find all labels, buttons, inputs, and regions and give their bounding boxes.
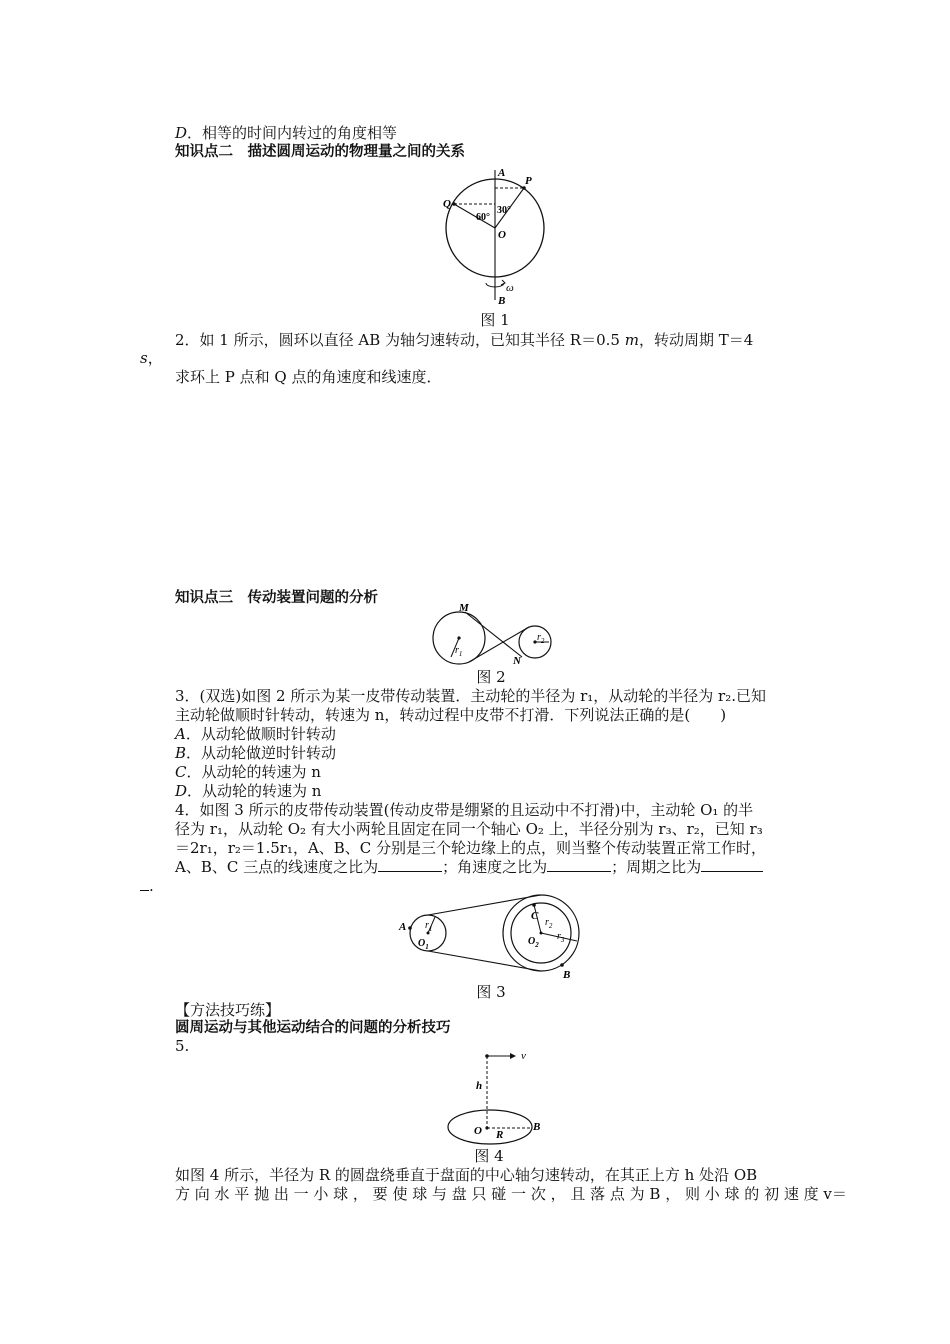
option-letter: D	[175, 782, 188, 800]
question-3-line-1: 3．(双选)如图 2 所示为某一皮带传动装置．主动轮的半径为 r₁，从动轮的半径为 r₂.已知	[175, 687, 767, 705]
question-5-number: 5.	[175, 1037, 190, 1055]
question-4-line-4	[175, 857, 763, 877]
question-4-line-5	[140, 876, 154, 896]
option-text: ．从动轮做逆时针转动	[186, 744, 337, 762]
option-letter: D	[175, 124, 188, 142]
label-m: M	[459, 602, 469, 614]
q4-end: .	[149, 877, 154, 895]
label-r1: $r_1$	[455, 645, 463, 658]
q3-option-b	[175, 743, 336, 763]
question-2-line-2: 求环上 P 点和 Q 点的角速度和线速度．	[175, 368, 442, 386]
label-b: B	[563, 969, 571, 981]
point-b	[560, 963, 564, 967]
question-3-line-2: 主动轮做顺时针转动，转速为 n，转动过程中皮带不打滑．下列说法正确的是( )	[175, 706, 727, 724]
section-heading-3: 知识点三 传动装置问题的分析	[175, 590, 378, 606]
point-q	[452, 202, 456, 206]
question-4-line-2: 径为 r₁，从动轮 O₂ 有大小两轮且固定在同一个轴心 O₂ 上，半径分别为 r₃、r₂，已知 r₃	[175, 820, 763, 838]
figure-1-caption: 图 1	[480, 311, 510, 329]
section-heading-2: 知识点二 描述圆周运动的物理量之间的关系	[175, 144, 465, 160]
question-4-line-3: ＝2r₁，r₂＝1.5r₁，A、B、C 分别是三个轮边缘上的点，则当整个传动装置正常工作时，	[175, 839, 767, 857]
label-a: A	[399, 921, 407, 933]
belt-bottom	[428, 951, 541, 971]
question-4-line-1: 4．如图 3 所示的皮带传动装置(传动皮带是绷紧的且运动中不打滑)中，主动轮 O₁ 的半	[175, 801, 754, 819]
label-o: O	[498, 229, 506, 241]
q2-unit-m: m	[624, 331, 639, 349]
q2-text-a: 2．如 1 所示，圆环以直径 AB 为轴匀速转动，已知其半径 R＝0.5	[175, 331, 620, 349]
q2-sep: ，	[147, 349, 163, 367]
disc	[448, 1110, 532, 1144]
question-2-line-1	[175, 330, 753, 350]
figure-3	[395, 895, 595, 980]
method-subheading: 圆周运动与其他运动结合的问题的分析技巧	[175, 1020, 451, 1036]
label-h: h	[476, 1080, 483, 1092]
label-omega: ω	[506, 282, 514, 294]
q2-text-b: ，转动周期 T＝4	[638, 331, 754, 349]
label-r2: $r_2$	[537, 632, 545, 645]
label-p: P	[525, 175, 532, 187]
label-o1: $O_1$	[418, 938, 429, 951]
q2-unit-s: s	[140, 349, 148, 367]
q4-text-b: ；角速度之比为	[442, 858, 548, 876]
answer-blank-3-cont[interactable]	[140, 876, 149, 891]
question-5-line-2: 方 向 水 平 抛 出 一 小 球 ， 要 使 球 与 盘 只 碰 一 次 ， 且 落 点 为 B ， 则 小 球 的 初 速 度 v＝	[175, 1185, 847, 1203]
label-30: 30°	[497, 205, 511, 216]
label-c: C	[531, 910, 539, 922]
figure-2	[425, 600, 565, 670]
figure-4-caption: 图 4	[474, 1147, 504, 1165]
option-letter: B	[175, 744, 187, 762]
option-text: ．相等的时间内转过的角度相等	[187, 124, 398, 142]
point-a	[408, 926, 412, 930]
method-heading: 【方法技巧练】	[175, 1001, 281, 1019]
label-r3: $r_3$	[557, 931, 565, 944]
figure-3-caption: 图 3	[476, 983, 506, 1001]
label-v: v	[521, 1050, 526, 1062]
answer-blank-2[interactable]	[547, 857, 611, 872]
label-60: 60°	[476, 212, 490, 223]
belt-top	[428, 895, 541, 915]
label-o: O	[474, 1125, 482, 1137]
option-text: ．从动轮的转速为 n	[187, 782, 322, 800]
answer-blank-3[interactable]	[701, 857, 763, 872]
label-r2: $r_2$	[545, 917, 553, 930]
figure-1	[430, 160, 570, 310]
label-n: N	[513, 655, 521, 667]
label-r: R	[496, 1129, 504, 1141]
option-d	[175, 123, 397, 143]
answer-blank-1[interactable]	[378, 857, 442, 872]
q3-option-a	[175, 724, 336, 744]
option-text: ．从动轮的转速为 n	[186, 763, 321, 781]
option-text: ．从动轮做顺时针转动	[185, 725, 336, 743]
q4-text-c: ；周期之比为	[611, 858, 702, 876]
q3-option-c	[175, 762, 321, 782]
label-q: Q	[443, 198, 451, 210]
figure-4	[440, 1048, 560, 1148]
figure-2-caption: 图 2	[476, 668, 506, 686]
belt-upper	[465, 612, 522, 657]
question-5-line-1: 如图 4 所示，半径为 R 的圆盘绕垂直于盘面的中心轴匀速转动，在其正上方 h 处沿 OB	[175, 1166, 758, 1184]
label-o2: $O_2$	[528, 936, 539, 949]
question-2-wrap	[140, 348, 163, 368]
label-b: B	[498, 295, 506, 307]
option-letter: C	[175, 763, 187, 781]
label-r1: $r_1$	[425, 920, 433, 933]
option-letter: A	[175, 725, 186, 743]
q3-option-d	[175, 781, 321, 801]
label-a: A	[498, 167, 506, 179]
q4-text-a: A、B、C 三点的线速度之比为	[175, 858, 379, 876]
label-b: B	[533, 1121, 541, 1133]
